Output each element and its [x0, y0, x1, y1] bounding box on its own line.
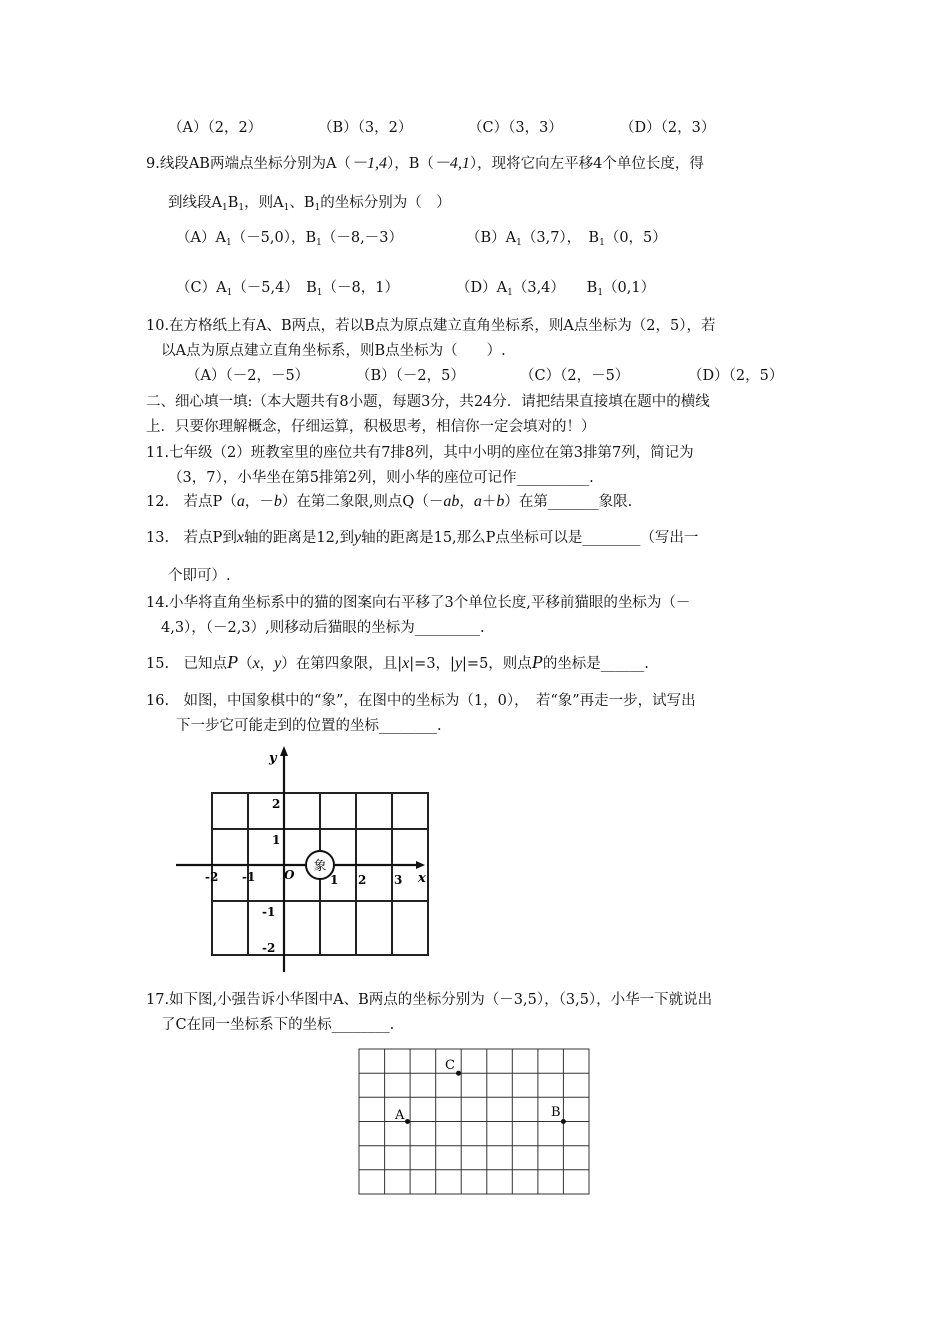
q17-grid — [359, 1049, 589, 1194]
q16-x-arrow-icon — [416, 861, 425, 869]
q8-option-b: （B）（3，2） — [318, 120, 413, 136]
q16-line1: 16. 如图，中国象棋中的“象”，在图中的坐标为（1，0）， 若“象”再走一步，试写出 — [146, 693, 696, 709]
q16-y-ticks — [262, 797, 280, 955]
q17-line1: 17.如下图,小强告诉小华图中A、B两点的坐标分别为（－3,5），（3,5），小华一下就说出 — [146, 992, 713, 1008]
q16-y-tick: 1 — [272, 833, 281, 847]
q8-option-a: （A）（2，2） — [168, 120, 263, 136]
q9-option-c: $(C)A_1(-5,4)$ $B_1(-8$，1） — [176, 280, 399, 298]
q10-option-c: （C）（2，－5） — [520, 368, 630, 384]
q13-line1: 13. 若点P到x轴的距离是12,到y轴的距离是15,那么P点坐标可以是________（写出一 — [146, 529, 699, 546]
q17-line2: 了C在同一坐标系下的坐标________. — [161, 1017, 395, 1033]
q17-label-b: B — [551, 1105, 561, 1120]
q17-label-a: A — [395, 1108, 405, 1123]
q11-line1: 11.七年级（2）班教室里的座位共有7排8列，其中小明的座位在第3排第7列，简记为 — [146, 445, 694, 461]
q10-option-d: （D）（2，5） — [688, 368, 784, 384]
q8-option-c: （C）（3，3） — [468, 120, 563, 136]
q10-stem-line1: 10.在方格纸上有A、B两点，若以B点为原点建立直角坐标系，则A点坐标为（2，5），若 — [146, 318, 716, 334]
q16-y-tick: 2 — [272, 797, 281, 811]
q16-y-label: y — [269, 751, 277, 766]
q17-figure — [350, 1040, 600, 1200]
q10-option-a: （A）（－2，－5） — [186, 368, 310, 384]
q16-x-tick: -1 — [242, 870, 256, 884]
q14-line1: 14.小华将直角坐标系中的猫的图案向右平移了3个单位长度,平移前猫眼的坐标为（－ — [146, 595, 691, 611]
q17-point-c — [456, 1071, 461, 1076]
q16-x-tick: 3 — [394, 873, 403, 887]
q14-line2: 4,3），（－2,3）,则移动后猫眼的坐标为_________. — [161, 620, 485, 636]
q16-piece-label: 象 — [313, 859, 327, 874]
q9-option-a: $(A)A_1(-5,0)$，$B_1(-8,-3)$ — [176, 230, 403, 248]
q17-point-a — [405, 1119, 410, 1124]
q16-x-ticks — [205, 870, 402, 887]
section2-heading-line1: 二、细心填一填:（本大题共有8小题，每题3分，共24分．请把结果直接填在题中的横线 — [146, 394, 710, 410]
q16-y-tick: -2 — [262, 941, 276, 955]
q9-option-d: $(D)A_1(3,4)$ $B_1(0,1)$ — [456, 280, 656, 298]
q16-origin-label: O — [284, 868, 295, 882]
q10-option-b: （B）（－2，5） — [356, 368, 465, 384]
q16-x-tick: -2 — [205, 870, 219, 884]
q17-label-c: C — [445, 1058, 455, 1073]
q9-option-b: $(B)A_1(3,7)$， $B_1(0$，5） — [466, 230, 667, 248]
section2-heading-line2: 上．只要你理解概念，仔细运算，积极思考，相信你一定会填对的！） — [146, 419, 596, 435]
q16-line2: 下一步它可能走到的位置的坐标________. — [176, 718, 442, 734]
q16-x-label: x — [418, 871, 426, 886]
q10-stem-line2: 以A点为原点建立直角坐标系，则B点坐标为（ ）. — [161, 343, 506, 359]
q16-x-tick: 1 — [330, 873, 339, 887]
q11-line2: （3，7），小华坐在第5排第2列，则小华的座位可记作__________. — [168, 470, 594, 486]
q9-stem-line1: 9.线段AB两端点坐标分别为A（－1,4），B（－4,1），现将它向左平移4个单位长度，得 — [146, 155, 704, 172]
q13-line2: 个即可）. — [168, 568, 231, 584]
q16-y-arrow-icon — [280, 746, 288, 756]
q8-option-d: （D）（2，3） — [620, 120, 716, 136]
q15-line: 15. 已知点P（x，y）在第四象限，且|x|=3，|y|=5，则点P的坐标是______. — [146, 652, 649, 672]
q16-figure — [170, 740, 440, 980]
q12-line: 12. 若点P（a，－b）在第二象限,则点Q（－ab，a＋b）在第_______象限. — [146, 493, 633, 510]
q9-stem-line2: 到线段$A_1B_1$，则$A_1$、$B_1$的坐标分别为（ ） — [168, 195, 451, 213]
q17-point-b — [561, 1119, 566, 1124]
q16-y-tick: -1 — [262, 905, 276, 919]
q16-x-tick: 2 — [358, 873, 367, 887]
